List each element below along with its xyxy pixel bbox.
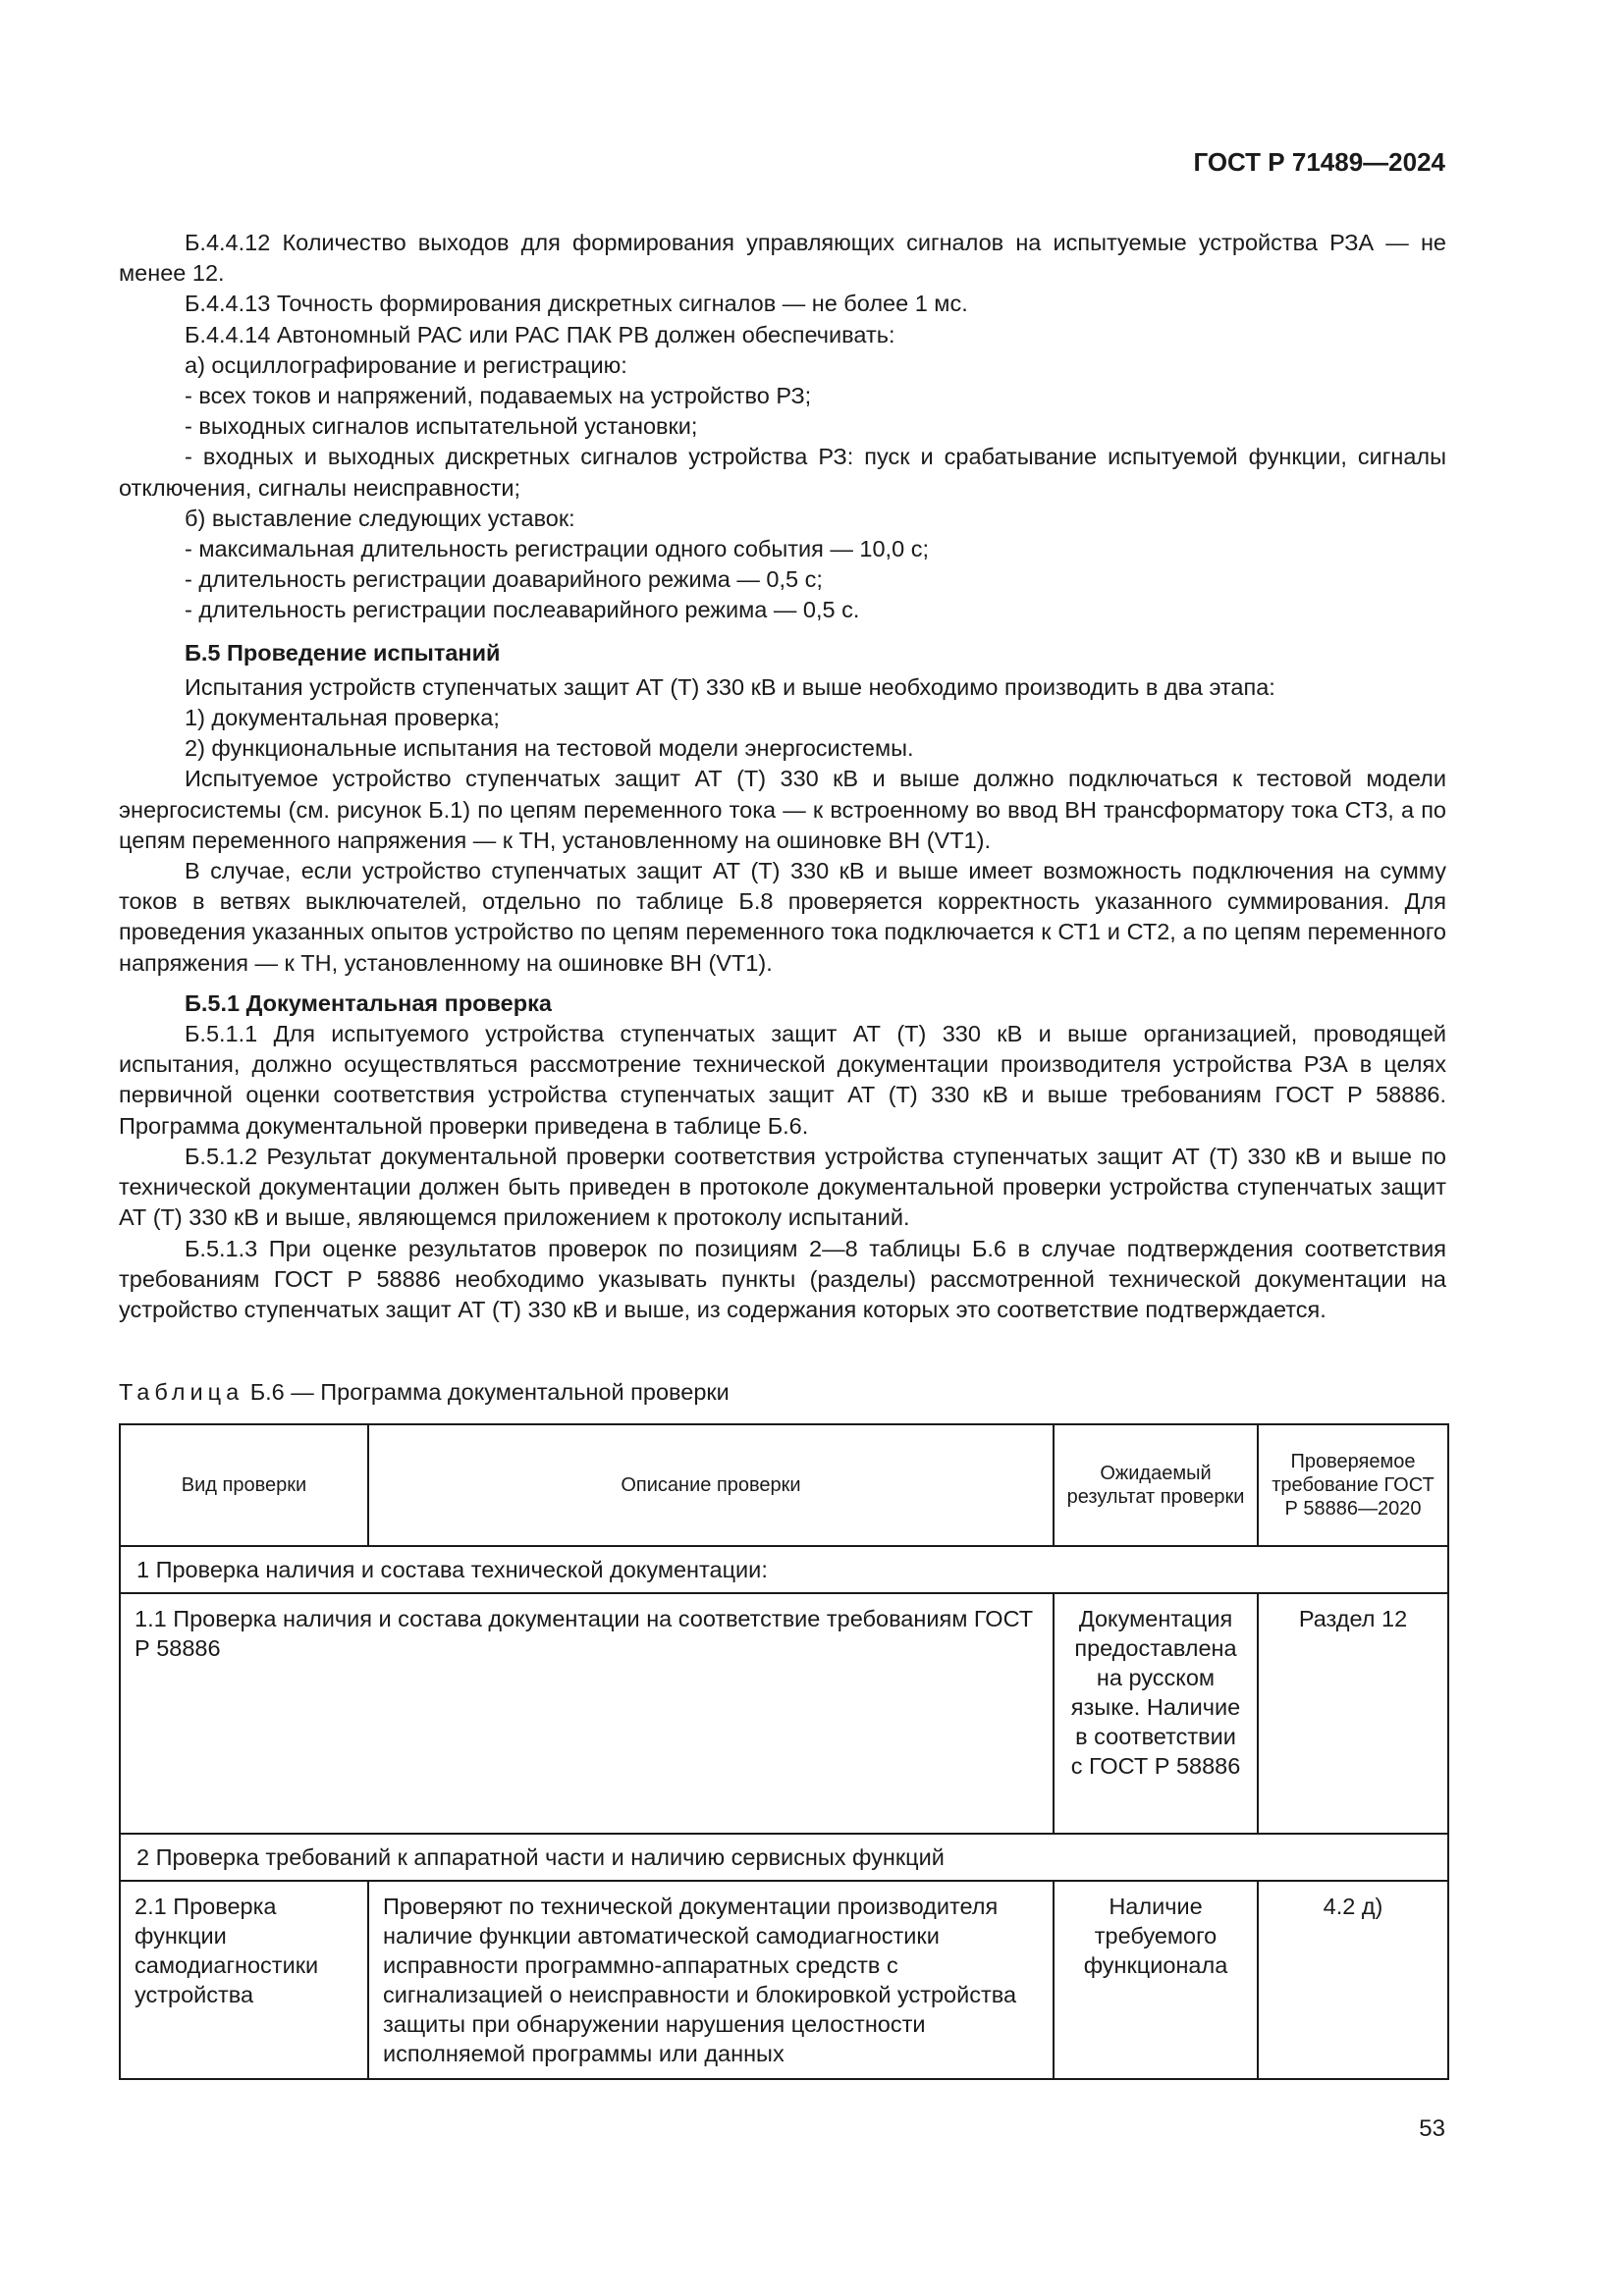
table-row-1-1	[120, 1593, 1448, 1834]
table-row-category-2	[120, 1834, 1448, 1881]
list-item-b3: - длительность регистрации послеаварийного режима — 0,5 с.	[185, 597, 860, 623]
row-1-1-result: Документация предоставлена на русском языке. Наличие в соответствии с ГОСТ Р 58886	[1054, 1593, 1258, 1834]
list-item-a: а) осциллографирование и регистрацию:	[185, 351, 627, 378]
paragraph-b513: Б.5.1.3 При оценке результатов проверок по позициям 2—8 таблицы Б.6 в случае подтверждения соответствия требованиям ГОСТ Р 58886 необходимо указывать пункты (разделы) рассмотренной технической документации на устройство ступенчатых защит АТ (Т) 330 кВ и выше, из содержания которых это соответствие подтверждается.	[119, 1235, 1446, 1322]
table-caption	[119, 1379, 730, 1406]
table-caption-word: Таблица	[119, 1379, 244, 1405]
category-2-cell: 2 Проверка требований к аппаратной части и наличию сервисных функций	[120, 1834, 1448, 1881]
page-number: 53	[1419, 2115, 1445, 2142]
paragraph-b4412: Б.4.4.12 Количество выходов для формирования управляющих сигналов на испытуемые устройства РЗА — не менее 12.	[119, 230, 1446, 287]
subsection-heading-b51: Б.5.1 Документальная проверка	[185, 989, 552, 1016]
list-item-b2: - длительность регистрации доаварийного режима — 0,5 с;	[185, 566, 823, 593]
paragraph-b512: Б.5.1.2 Результат документальной проверки соответствия устройства ступенчатых защит АТ (Т) 330 кВ и выше по технической документации должен быть приведен в протоколе документальной проверки устройства ступенчатых защит АТ (Т) 330 кВ и выше, являющемся приложением к протоколу испытаний.	[119, 1143, 1446, 1231]
list-item-a2: - выходных сигналов испытательной установки;	[185, 413, 698, 440]
table-row-2-1	[120, 1881, 1448, 2079]
header-expected-result: Ожидаемый результат проверки	[1054, 1424, 1258, 1546]
paragraph-b4414: Б.4.4.14 Автономный РАС или РАС ПАК РВ должен обеспечивать:	[185, 321, 895, 347]
row-1-1-description: 1.1 Проверка наличия и состава документации на соответствие требованиям ГОСТ Р 58886	[120, 1593, 1054, 1834]
category-1-cell: 1 Проверка наличия и состава технической документации:	[120, 1546, 1448, 1593]
main-text	[119, 228, 1446, 1325]
header-check-type: Вид проверки	[120, 1424, 368, 1546]
row-2-1-result: Наличие требуемого функционала	[1054, 1881, 1258, 2079]
list-item-b1: - максимальная длительность регистрации одного события — 10,0 с;	[185, 536, 929, 562]
paragraph-b5-case: В случае, если устройство ступенчатых защит АТ (Т) 330 кВ и выше имеет возможность подключения на сумму токов в ветвях выключателей, отдельно по таблице Б.8 проверяется корректность указанного суммирования. Для проведения указанных опытов устройство по цепям переменного тока подключается к СТ1 и СТ2, а по цепям переменного напряжения — к ТН, установленному на ошиновке ВН (VT1).	[119, 858, 1446, 976]
row-2-1-type: 2.1 Проверка функции самодиагностики устройства	[120, 1881, 368, 2079]
list-item-a3: - входных и выходных дискретных сигналов устройства РЗ: пуск и срабатывание испытуемой функции, сигналы отключения, сигналы неисправности;	[119, 444, 1446, 501]
paragraph-b5-intro: Испытания устройств ступенчатых защит АТ (Т) 330 кВ и выше необходимо производить в два этапа:	[185, 673, 1275, 700]
paragraph-b5-connection: Испытуемое устройство ступенчатых защит АТ (Т) 330 кВ и выше должно подключаться к тестовой модели энергосистемы (см. рисунок Б.1) по цепям переменного тока — к встроенному во ввод ВН трансформатору тока СТ3, а по цепям переменного напряжения — к ТН, установленному на ошиновке ВН (VT1).	[119, 766, 1446, 853]
paragraph-b511: Б.5.1.1 Для испытуемого устройства ступенчатых защит АТ (Т) 330 кВ и выше организацией, проводящей испытания, должно осуществляться рассмотрение технической документации производителя устройства РЗА в целях первичной оценки соответствия устройства ступенчатых защит АТ (Т) 330 кВ и выше требованиям ГОСТ Р 58886. Программа документальной проверки приведена в таблице Б.6.	[119, 1021, 1446, 1139]
paragraph-b4413: Б.4.4.13 Точность формирования дискретных сигналов — не более 1 мс.	[185, 291, 968, 317]
table-caption-text: Б.6 — Программа документальной проверки	[249, 1379, 730, 1405]
document-id-header: ГОСТ Р 71489—2024	[1193, 147, 1445, 177]
table-row-category-1	[120, 1546, 1448, 1593]
list-item-step2: 2) функциональные испытания на тестовой модели энергосистемы.	[185, 735, 914, 762]
list-item-b: б) выставление следующих уставок:	[185, 505, 575, 531]
list-item-step1: 1) документальная проверка;	[185, 705, 500, 731]
header-check-description: Описание проверки	[368, 1424, 1054, 1546]
row-2-1-description: Проверяют по технической документации производителя наличие функции автоматической самодиагностики исправности программно-аппаратных средств с сигнализацией о неисправности и блокировкой устройства защиты при обнаружении нарушения целостности исполняемой программы или данных	[368, 1881, 1054, 2079]
section-heading-b5: Б.5 Проведение испытаний	[185, 639, 501, 666]
program-table	[119, 1423, 1449, 2080]
row-1-1-requirement: Раздел 12	[1258, 1593, 1448, 1834]
row-2-1-requirement: 4.2 д)	[1258, 1881, 1448, 2079]
table-header-row	[120, 1424, 1448, 1546]
header-checked-requirement: Проверяемое требование ГОСТ Р 58886—2020	[1258, 1424, 1448, 1546]
list-item-a1: - всех токов и напряжений, подаваемых на устройство РЗ;	[185, 383, 812, 409]
